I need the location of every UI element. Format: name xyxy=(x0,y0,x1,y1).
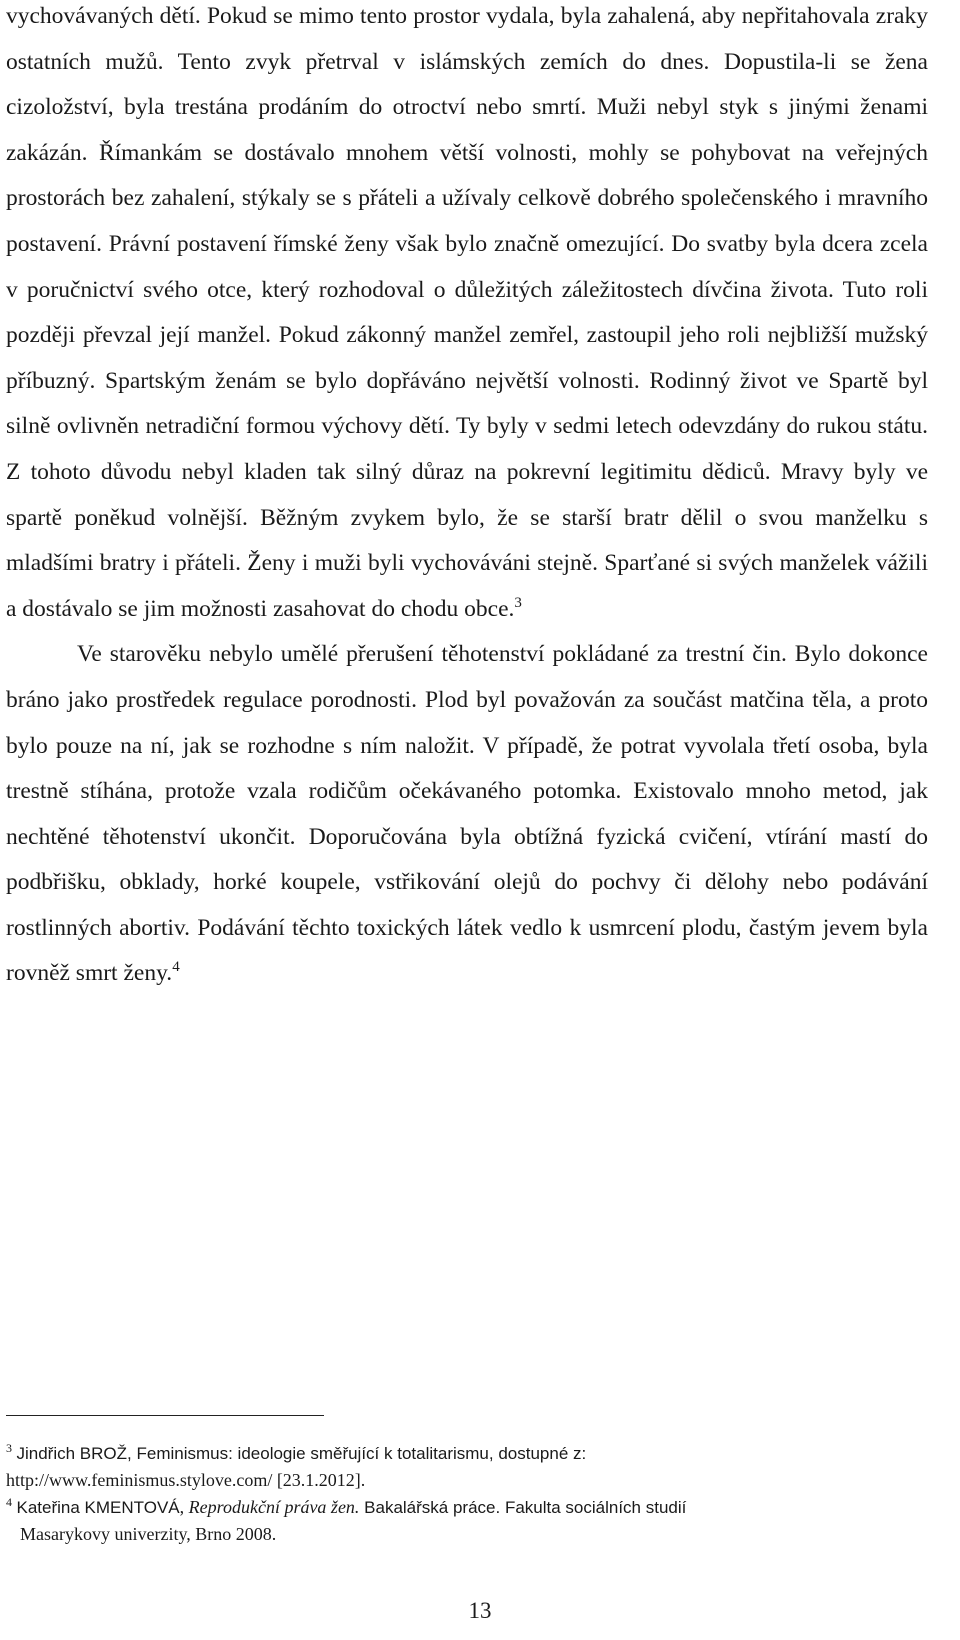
footnote-4-text: Bakalářská práce. Fakulta sociálních studií xyxy=(359,1498,687,1517)
footnote-4 xyxy=(6,1494,906,1548)
paragraph-2 xyxy=(6,632,928,997)
footnote-4-title: Reprodukční práva žen. xyxy=(188,1497,360,1517)
main-text xyxy=(6,0,928,997)
footnote-4-continuation: Masarykovy univerzity, Brno 2008. xyxy=(20,1524,277,1544)
paragraph-2-text: Ve starověku nebylo umělé přerušení těhotenství pokládané za trestní čin. Bylo dokonce bráno jako prostředek regulace porodnosti. Plod byl považován za součást matčina těla, a proto bylo pouze na ní, jak se rozhodne s ním naložit. V případě, že potrat vyvolala třetí osoba, byla trestně stíhána, protože vzala rodičům očekávaného potomka. Existovalo mnoho metod, jak nechtěné těhotenství ukončit. Doporučována byla obtížná fyzická cvičení, vtírání mastí do podbřišku, obklady, horké koupele, vstřikování olejů do pochvy či dělohy nebo podávání rostlinných abortiv. Podávání těchto toxických látek vedlo k usmrcení plodu, častým jevem byla rovněž smrt ženy. xyxy=(6,641,928,987)
footnote-separator xyxy=(6,1415,324,1416)
footnote-3 xyxy=(6,1440,906,1494)
paragraph-1-text: vychovávaných dětí. Pokud se mimo tento prostor vydala, byla zahalená, aby nepřitahovala zraky ostatních mužů. Tento zvyk přetrval v islámských zemích do dnes. Dopustila-li se žena cizoložství, byla trestána prodáním do otroctví nebo smrtí. Muži nebyl styk s jinými ženami zakázán. Římankám se dostávalo mnohem větší volnosti, mohly se pohybovat na veřejných prostorách bez zahalení, stýkaly se s přáteli a užívaly celkově dobrého společenského i mravního postavení. Právní postavení římské ženy však bylo značně omezující. Do svatby byla dcera zcela v poručnictví svého otce, který rozhodoval o důležitých záležitostech dívčina života. Tuto roli později převzal její manžel. Pokud zákonný manžel zemřel, zastoupil jeho roli nejbližší mužský příbuzný. Spartským ženám se bylo dopřáváno největší volnosti. Rodinný život ve Spartě byl silně ovlivněn netradiční formou výchovy dětí. Ty byly v sedmi letech odevzdány do rukou státu. Z tohoto důvodu nebyl kladen tak silný důraz na pokrevní legitimitu dědiců. Mravy byly ve spartě poněkud volnější. Běžným zvykem bylo, že se starší bratr dělil o svou manželku s mladšími bratry i přáteli. Ženy i muži byli vychováváni stejně. Sparťané si svých manželek vážili a dostávalo se jim možnosti zasahovat do chodu obce. xyxy=(6,3,928,622)
paragraph-1 xyxy=(6,0,928,632)
footnote-3-author: Jindřich BROŽ xyxy=(16,1444,128,1463)
footnote-4-separator: , xyxy=(179,1497,189,1517)
footnote-4-number: 4 xyxy=(6,1495,12,1509)
footnote-3-text: , Feminismus: ideologie směřující k totalitarismu, dostupné z: xyxy=(127,1444,587,1463)
page-number: 13 xyxy=(468,1598,492,1623)
footnote-3-url[interactable]: http://www.feminismus.stylove.com/ [23.1.2012]. xyxy=(6,1470,366,1490)
footnote-ref-3[interactable]: 3 xyxy=(514,594,522,611)
footnote-4-author: Kateřina KMENTOVÁ xyxy=(16,1498,180,1517)
footnote-ref-4[interactable]: 4 xyxy=(172,959,180,976)
footnotes xyxy=(6,1440,906,1548)
footnote-3-number: 3 xyxy=(6,1441,12,1455)
